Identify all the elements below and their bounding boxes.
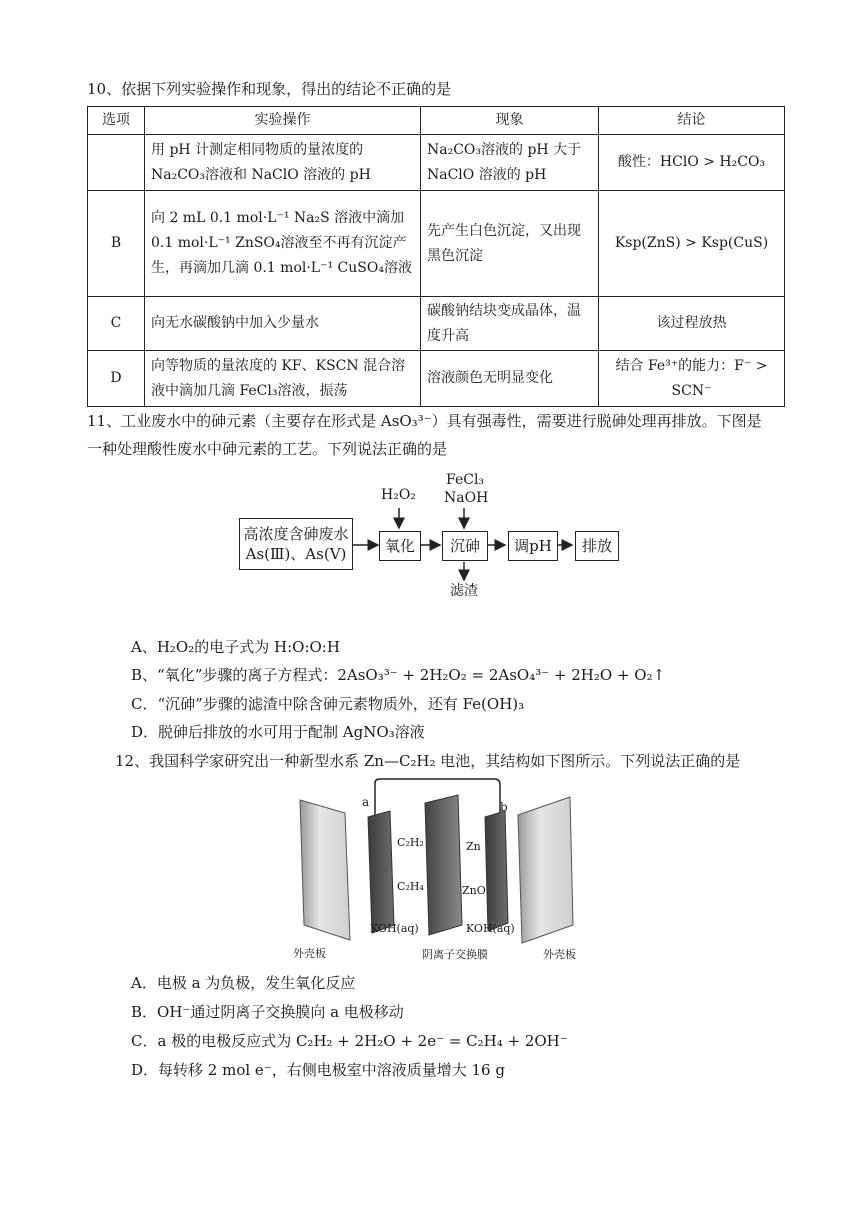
label-left-shell: 外壳板 <box>293 947 326 960</box>
row-phenomenon: 先产生白色沉淀，又出现黑色沉淀 <box>421 191 599 297</box>
q11-option-b: B、“氧化”步骤的离子方程式：2AsO₃³⁻ + 2H₂O₂ = 2AsO₄³⁻ + 2H₂O + O₂↑ <box>131 666 666 684</box>
label-electrode-a: a <box>362 795 370 809</box>
reagent-h2o2: H₂O₂ <box>381 487 416 503</box>
filter-residue-label: 滤渣 <box>450 583 478 599</box>
precipitation-box: 沉砷 <box>442 531 488 561</box>
oxidation-box: 氧化 <box>379 531 421 561</box>
row-phenomenon: 溶液颜色无明显变化 <box>421 351 599 407</box>
header-conclusion: 结论 <box>599 107 785 135</box>
header-phenomenon: 现象 <box>421 107 599 135</box>
q11-option-a: A、H₂O₂的电子式为 H:O:O:H <box>131 638 340 656</box>
header-operation: 实验操作 <box>145 107 421 135</box>
label-c2h2: C₂H₂ <box>397 836 424 849</box>
q12-option-a: A．电极 a 为负极，发生氧化反应 <box>131 974 356 992</box>
anion-exchange-membrane <box>425 795 462 935</box>
header-option: 选项 <box>88 107 145 135</box>
reagent-fecl3: FeCl₃ <box>446 472 485 488</box>
label-right-shell: 外壳板 <box>543 948 576 961</box>
input-wastewater-box <box>239 518 353 570</box>
label-zno: ZnO <box>462 884 486 897</box>
row-option: C <box>88 297 145 351</box>
row-conclusion: Ksp(ZnS) > Ksp(CuS) <box>599 191 785 297</box>
q11-title-line1: 11、工业废水中的砷元素（主要存在形式是 AsO₃³⁻）具有强毒性，需要进行脱砷处理再排放。下图是 <box>87 412 762 430</box>
q12-option-c: C．a 极的电极反应式为 C₂H₂ + 2H₂O + 2e⁻ = C₂H₄ + 2OH⁻ <box>131 1032 568 1050</box>
label-electrode-b: b <box>500 800 508 814</box>
q10-title: 10、依据下列实验操作和现象，得出的结论不正确的是 <box>87 80 452 98</box>
electrode-b <box>485 811 508 931</box>
row-conclusion: 该过程放热 <box>599 297 785 351</box>
row-conclusion: 酸性：HClO > H₂CO₃ <box>599 135 785 191</box>
q11-title-line2: 一种处理酸性废水中砷元素的工艺。下列说法正确的是 <box>87 440 448 458</box>
q12-option-b: B．OH⁻通过阴离子交换膜向 a 电极移动 <box>131 1003 404 1021</box>
discharge-box: 排放 <box>575 531 619 561</box>
row-phenomenon: 碳酸钠结块变成晶体，温度升高 <box>421 297 599 351</box>
q12-title: 12、我国科学家研究出一种新型水系 Zn—C₂H₂ 电池，其结构如下图所示。下列说法正确的是 <box>115 752 741 770</box>
row-conclusion: 结合 Fe³⁺的能力：F⁻ > SCN⁻ <box>599 351 785 407</box>
input-line1: 高浓度含砷废水 <box>243 525 349 543</box>
label-c2h4: C₂H₄ <box>397 880 424 893</box>
row-operation: 向 2 mL 0.1 mol·L⁻¹ Na₂S 溶液中滴加 0.1 mol·L⁻¹ ZnSO₄溶液至不再有沉淀产生，再滴加几滴 0.1 mol·L⁻¹ CuSO₄溶液 <box>145 191 421 297</box>
q11-option-d: D．脱砷后排放的水可用于配制 AgNO₃溶液 <box>131 723 425 741</box>
input-line2: As(Ⅲ)、As(Ⅴ) <box>245 545 347 563</box>
row-operation: 向等物质的量浓度的 KF、KSCN 混合溶液中滴加几滴 FeCl₃溶液，振荡 <box>145 351 421 407</box>
label-zn: Zn <box>466 840 481 853</box>
q11-option-c: C．“沉砷”步骤的滤渣中除含砷元素物质外，还有 Fe(OH)₃ <box>131 695 525 713</box>
label-membrane: 阴离子交换膜 <box>422 948 488 961</box>
right-shell-plate <box>518 797 573 943</box>
row-option: B <box>88 191 145 297</box>
electrode-a <box>368 811 394 933</box>
battery-diagram-svg <box>290 775 590 965</box>
adjust-ph-box: 调pH <box>508 531 558 561</box>
row-phenomenon: Na₂CO₃溶液的 pH 大于 NaClO 溶液的 pH <box>421 135 599 191</box>
label-koh-left: KOH(aq) <box>370 922 419 935</box>
row-operation: 用 pH 计测定相同物质的量浓度的 Na₂CO₃溶液和 NaClO 溶液的 pH <box>145 135 421 191</box>
row-operation: 向无水碳酸钠中加入少量水 <box>145 297 421 351</box>
reagent-naoh: NaOH <box>444 490 489 506</box>
q12-option-d: D．每转移 2 mol e⁻，右侧电极室中溶液质量增大 16 g <box>131 1061 505 1079</box>
row-option: D <box>88 351 145 407</box>
label-koh-right: KOH(aq) <box>466 922 515 935</box>
left-shell-plate <box>300 800 350 940</box>
